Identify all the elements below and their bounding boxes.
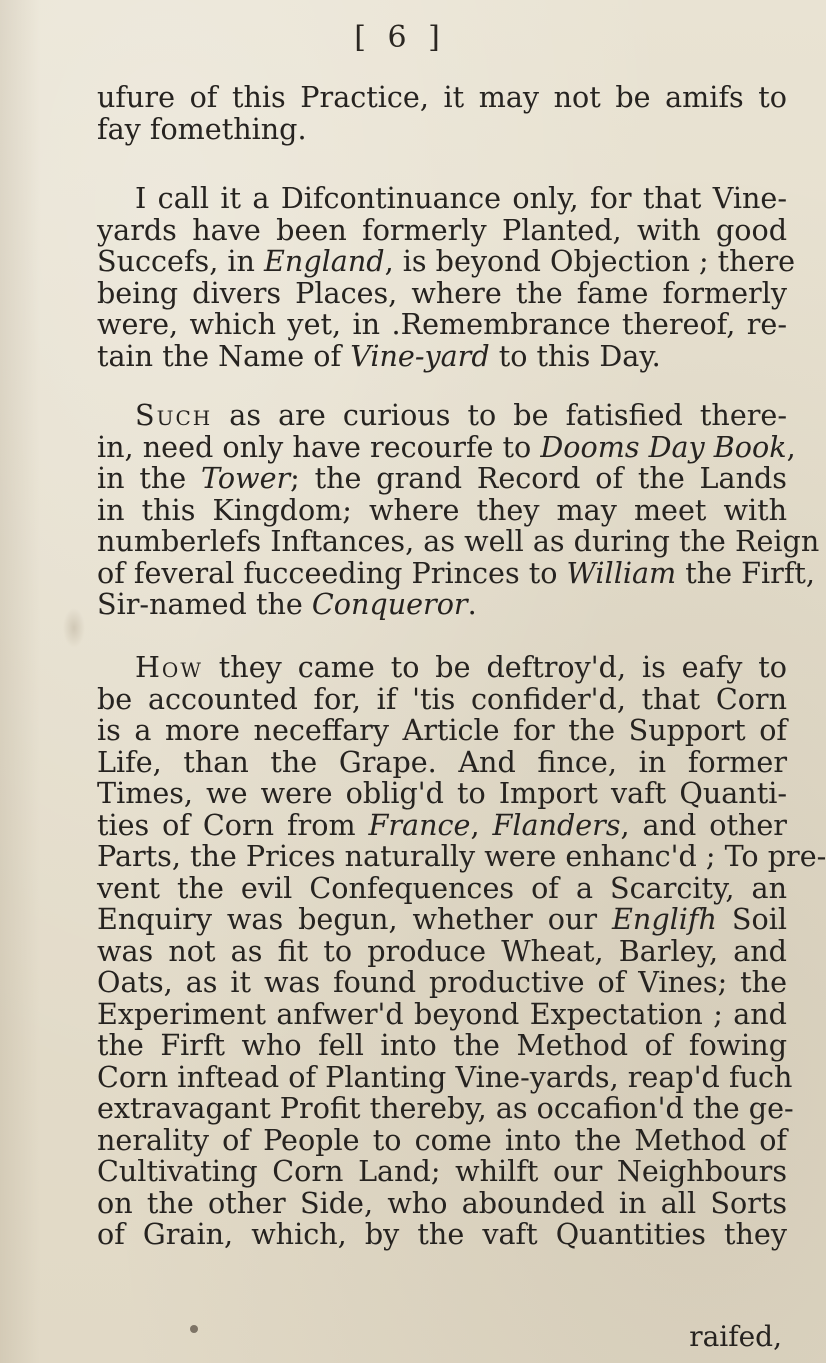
text-line: numberlefs Inftances, as well as during the Reign [97, 524, 820, 558]
page-number: [ 6 ] [354, 20, 446, 55]
text-line: Such as are curious to be fatisfied there- [135, 398, 787, 432]
text-line: were, which yet, in .Remembrance thereof, re- [97, 307, 787, 341]
text-line: Times, we were oblig'd to Import vaft Quanti- [97, 776, 787, 810]
ink-speck [190, 1325, 198, 1333]
text-line: Cultivating Corn Land; whilft our Neighbours [97, 1154, 787, 1188]
text-line: in this Kingdom; where they may meet with [97, 492, 787, 527]
text-line: of feveral fucceeding Princes to William the Firft, [97, 555, 815, 590]
text-line: be accounted for, if 'tis confider'd, that Corn [97, 681, 787, 716]
paragraph-3 [97, 398, 820, 621]
text-line: yards have been formerly Planted, with good [97, 212, 787, 247]
text-line: on the other Side, who abounded in all Sorts [97, 1185, 787, 1220]
text-line: in, need only have recourfe to Dooms Day Book, [97, 429, 796, 464]
catchword: raifed, [689, 1320, 782, 1353]
text-line: was not as fit to produce Wheat, Barley, and [97, 933, 787, 968]
text-line: Life, than the Grape. And fince, in former [97, 744, 787, 779]
text-line: being divers Places, where the fame formerly [97, 275, 787, 310]
text-line: tain the Name of Vine-yard to this Day. [97, 338, 661, 373]
text-line: fay fomething. [97, 111, 307, 146]
text-line: I call it a Difcontinuance only, for that Vine- [135, 181, 787, 215]
text-line: is a more neceffary Article for the Support of [97, 713, 787, 747]
paragraph-4 [97, 650, 826, 1251]
text-line: Oats, as it was found productive of Vines; the [97, 965, 787, 999]
paragraph-1 [97, 82, 787, 145]
text-line: Experiment anfwer'd beyond Expectation ; and [97, 996, 787, 1031]
text-line: nerality of People to come into the Method of [97, 1122, 787, 1157]
text-line: Enquiry was begun, whether our Englifh Soil [97, 902, 787, 936]
paper-stain [63, 608, 85, 648]
page-edge-shadow [0, 0, 40, 1363]
text-line: Parts, the Prices naturally were enhanc'd ; To pre- [97, 839, 826, 873]
text-line: Sir-named the Conqueror. [97, 587, 477, 621]
text-line: ufure of this Practice, it may not be amifs to [97, 80, 787, 114]
text-line: How they came to be deftroy'd, is eafy to [135, 650, 787, 684]
text-line: vent the evil Confequences of a Scarcity, an [97, 870, 787, 905]
text-line: Succefs, in England, is beyond Objection ; there [97, 244, 796, 278]
paragraph-2 [97, 181, 796, 373]
text-line: in the Tower; the grand Record of the Lands [97, 461, 787, 495]
text-line: Corn inftead of Planting Vine-yards, reap'd fuch [97, 1059, 793, 1094]
text-line: the Firft who fell into the Method of fowing [97, 1028, 787, 1062]
text-line: ties of Corn from France, Flanders, and other [97, 807, 787, 842]
text-line: of Grain, which, by the vaft Quantities they [97, 1217, 787, 1251]
text-line: extravagant Profit thereby, as occafion'd the ge- [97, 1091, 794, 1125]
